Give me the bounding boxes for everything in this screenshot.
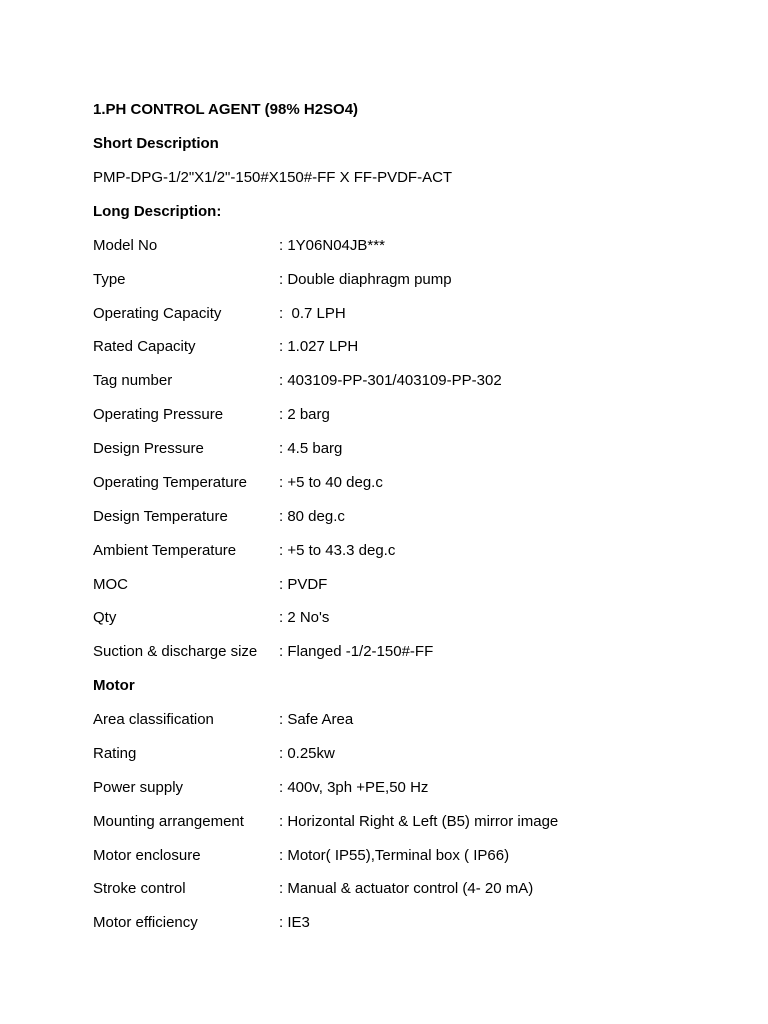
- spec-row-ambient-temperature: [93, 542, 753, 560]
- motor-heading: Motor: [93, 677, 135, 694]
- spec-label: Design Temperature: [93, 508, 228, 525]
- motor-row-mounting-arrangement: [93, 813, 753, 831]
- motor-row-stroke-control: [93, 880, 753, 898]
- spec-value: : 2 No's: [279, 609, 330, 626]
- spec-label: Operating Pressure: [93, 406, 224, 423]
- document-title: 1.PH CONTROL AGENT (98% H2SO4): [93, 101, 359, 118]
- spec-row-moc: [93, 576, 753, 594]
- spec-row-suction-discharge-size: [93, 643, 753, 661]
- spec-label: Stroke control: [93, 880, 186, 897]
- spec-value: : +5 to 40 deg.c: [279, 474, 383, 491]
- spec-row-design-pressure: [93, 440, 753, 458]
- spec-value: : 0.25kw: [279, 745, 335, 762]
- spec-value: : 400v, 3ph +PE,50 Hz: [279, 779, 429, 796]
- spec-row-operating-pressure: [93, 406, 753, 424]
- motor-row-motor-enclosure: [93, 847, 753, 865]
- spec-label: Rating: [93, 745, 137, 762]
- short-description-heading: Short Description: [93, 135, 219, 152]
- spec-value: : 80 deg.c: [279, 508, 345, 525]
- motor-row-motor-efficiency: [93, 914, 753, 932]
- spec-label: Design Pressure: [93, 440, 204, 457]
- spec-row-qty: [93, 609, 753, 627]
- spec-value: : 1.027 LPH: [279, 338, 359, 355]
- spec-value: : 1Y06N04JB***: [279, 237, 385, 254]
- motor-row-rating: [93, 745, 753, 763]
- spec-value: : Safe Area: [279, 711, 354, 728]
- spec-value: : +5 to 43.3 deg.c: [279, 542, 396, 559]
- spec-value: : 2 barg: [279, 406, 330, 423]
- spec-value: : 4.5 barg: [279, 440, 343, 457]
- spec-row-model-no: [93, 237, 753, 255]
- spec-label: Operating Temperature: [93, 474, 247, 491]
- spec-label: Power supply: [93, 779, 184, 796]
- spec-label: Tag number: [93, 372, 173, 389]
- spec-value: : Motor( IP55),Terminal box ( IP66): [279, 847, 510, 864]
- spec-label: Mounting arrangement: [93, 813, 244, 830]
- spec-label: Motor enclosure: [93, 847, 201, 864]
- spec-label: MOC: [93, 576, 128, 593]
- spec-value: : Flanged -1/2-150#-FF: [279, 643, 434, 660]
- spec-label: Model No: [93, 237, 158, 254]
- spec-label: Operating Capacity: [93, 305, 222, 322]
- long-description-heading: Long Description:: [93, 203, 222, 220]
- spec-label: Motor efficiency: [93, 914, 198, 931]
- spec-value: : 403109-PP-301/403109-PP-302: [279, 372, 502, 389]
- spec-value: : Horizontal Right & Left (B5) mirror image: [279, 813, 559, 830]
- spec-value: : IE3: [279, 914, 310, 931]
- spec-row-operating-temperature: [93, 474, 753, 492]
- spec-row-tag-number: [93, 372, 753, 390]
- spec-label: Rated Capacity: [93, 338, 196, 355]
- spec-row-operating-capacity: [93, 305, 753, 323]
- short-description-text: PMP-DPG-1/2"X1/2"-150#X150#-FF X FF-PVDF-ACT: [93, 169, 453, 186]
- motor-row-area-classification: [93, 711, 753, 729]
- spec-row-type: [93, 271, 753, 289]
- spec-label: Type: [93, 271, 126, 288]
- spec-row-design-temperature: [93, 508, 753, 526]
- spec-label: Suction & discharge size: [93, 643, 258, 660]
- motor-row-power-supply: [93, 779, 753, 797]
- spec-value: : Manual & actuator control (4- 20 mA): [279, 880, 534, 897]
- spec-value: : 0.7 LPH: [279, 305, 346, 322]
- spec-label: Qty: [93, 609, 117, 626]
- spec-label: Ambient Temperature: [93, 542, 237, 559]
- spec-value: : PVDF: [279, 576, 328, 593]
- spec-row-rated-capacity: [93, 338, 753, 356]
- spec-value: : Double diaphragm pump: [279, 271, 452, 288]
- spec-label: Area classification: [93, 711, 214, 728]
